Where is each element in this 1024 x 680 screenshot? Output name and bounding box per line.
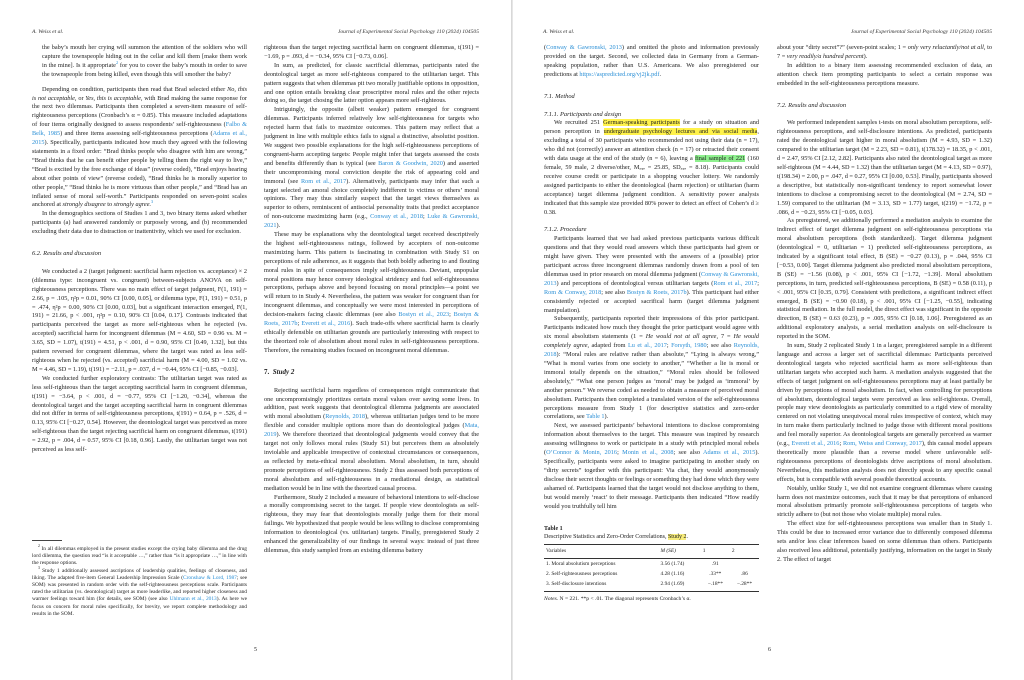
footnote-ref-2[interactable]: 2 [115, 59, 119, 65]
text: ). [604, 413, 609, 421]
table-cell [730, 559, 759, 569]
table-row [544, 569, 759, 579]
text: ; [423, 213, 428, 221]
paragraph [777, 342, 992, 485]
highlight-yellow[interactable]: German-speaking participants [603, 119, 680, 127]
table-cell: .91 [711, 560, 719, 567]
column-header: 2 [730, 545, 759, 559]
text: ; see also [673, 449, 703, 457]
footnote-ref-3[interactable]: 3 [151, 199, 154, 205]
page-number: 5 [254, 647, 257, 653]
running-head-journal: Journal of Experimental Social Psychology 110 (2024) 104505 [337, 29, 479, 35]
text: Subsequently, participants reported their impressions of this prior participant. Participants indicated how much they thought the prior participant would agree with six moral absolutism statements (1 = [544, 315, 759, 341]
text: ). [863, 52, 868, 60]
text: , with Brad making the same response for the next two dilemmas. Participants then completed a seven-item measure of self-righteousness perceptions (Cronbach’s α = 0.85). This measure included adaptations of four items originally designed to assess respondents’ self-righteousness ( [32, 94, 247, 129]
table-cell: 3. Self-disclosure intentions [544, 579, 659, 591]
footnote-3 [32, 565, 247, 618]
text: , or [74, 94, 86, 102]
paragraph: We performed independent samples t-tests on moral absolutism perceptions, self-righteousness perceptions, and self-disclosure intentions. As predicted, participants rated the deontological target higher in moral absolutism (M = 4.93, SD = 1.32) compared to the utilitarian target (M = 2.23, SD = 0.81), t(178.32) = 18.35, p < .001, d = 2.47, 95% CI [2.12, 2.82]. Participants also rated the deontological target as more self-righteous (M = 4.44, SD = 1.32) than the utilitarian target (M = 4.13, SD = 0.97), t(198.34) = 2.00, p = .047, d = 0.27, 95% CI [0.00, 0.53]. Finally, participants showed a descriptive, but statistically non-significant tendency to report somewhat lower intentions to disclose a compromising secret to the deontological (M = 2.74, SD = 1.59) compared to the utilitarian (M = 3.13, SD = 1.77) target, t(219) = −1.72, p = .086, d = −0.23, 95% CI [−0.05, 0.03]. [777, 119, 992, 216]
citation-link[interactable]: Conway & Gawronski, 2013 [544, 270, 759, 287]
text: (160 female, 59 male, 2 diverse/other, Mₐ₉ₑ = 25.85, SDₐ₉ₑ = 8.18). Participants could receive course credit or participate in a shopping voucher lottery. We randomly assigned participants to either the deontological (harm rejection) or utilitarian (harm acceptance) target dilemma judgment condition. A sensitivity power analysis indicated that this sample size provided 80% power to detect an effect of Cohen’s d ≥ 0.38. [544, 155, 759, 216]
table-cell: 3.56 (1.74) [660, 560, 685, 567]
section-heading-7-1-2: 7.1.2. Procedure [544, 226, 587, 234]
paragraph: In the demographics sections of Studies 1 and 3, two binary items asked whether participants (a) had answered randomly or purposely wrong, and (b) recommended excluding their data due to distraction or inattentivity, which we used for exclusion. [32, 210, 247, 236]
citation-link[interactable]: Reynolds, 2018 [325, 413, 366, 421]
text: ; see also [706, 342, 734, 350]
paragraph [264, 106, 479, 231]
citation-link[interactable]: Forsyth, 1980 [671, 342, 707, 350]
paragraph [544, 422, 759, 511]
text: Yes, this is acceptable [85, 94, 141, 102]
citation-link[interactable]: Uhlmann et al., 2013 [169, 596, 217, 603]
text: Descriptive Statistics and Zero-Order Correlations, [544, 534, 668, 541]
text: ; [449, 311, 454, 319]
page-number: 6 [768, 647, 771, 653]
page5-column-right [264, 44, 479, 556]
paragraph: (Conway & Gawronski, 2013) and omitted the photo and information previously provided on the target. Second, we collected data in Germany from a German-speaking population, rather than U.S. Americans. We also preregistered our predictions at https://aspredicted.org/vj2jk.pdf. [544, 44, 759, 78]
page5-column-left [32, 44, 247, 455]
text: ). As here we focus on concern for moral rules specifically, for brevity, we report complete methodology and results in the SOM. [32, 596, 247, 617]
text: ). [276, 222, 281, 230]
text: ), this causal model appears theoretically more plausible than a reverse model where unfavorable self-righteousness perceptions of deontologists drive ascriptions of moral absolutism. Nevertheless, this mediation analysis does not directly speak to any specific causal effects, but is compatible with several possible theoretical accounts. [777, 440, 992, 483]
citation-link[interactable]: Everett et al., 2016 [791, 440, 840, 448]
table-row [544, 559, 759, 569]
citation-link[interactable]: Mata, 2019 [264, 422, 479, 439]
text: ). Specifically, participants indicated how much they agreed with the following statements in a fixed order: “Brad thinks people who disagree with him are wrong,” “Brad thinks that he can benefit other people by telling them the right way to live,” “Brad is excited by the free exchange of ideas” (reverse coded), “Brad enjoys hearing about other points of view” (reverse coded), “Brad thinks he is morally superior to other people,” “Brad thinks he is more virtuous than other people,” and “Brad has an inflated sense of moral self-worth.” Participants responded on seven-point scales anchored at [32, 139, 247, 209]
citation-link[interactable]: Rom et al., 2017 [713, 279, 758, 287]
column-header: M (SE) [659, 545, 701, 559]
paragraph: Furthermore, Study 2 included a measure of behavioral intentions to self-disclose a morally compromising secret to the target. If people view deontologists as self-righteous, they may fear that deontologists morally judge them for their moral failings. We hypothesized that people would be less willing to disclose compromising information to deontological (vs. utilitarian) targets. Finally, preregistered Study 2 enhanced the generalizability of our findings in several ways: instead of just three dilemmas, this study sampled from an existing dilemma battery [264, 493, 479, 554]
text: . [659, 70, 662, 78]
paragraph [544, 315, 759, 422]
text: ). We therefore theorized that deontological judgments would convey that the target not only follows moral rules (Study S1) but perceives them as absolutely inviolable and applicable irrespective of contextual circumstances or consequences, as reflected by meta-ethical moral absolutism. Moral absolutism, in turn, should promote perceptions of self-righteousness. Study 2 thus assessed both perceptions of moral absolutism and self-righteousness in a mediational design, as statistical mediation would be in line with the theorized causal process. [264, 431, 479, 492]
paragraph [32, 86, 247, 211]
table-1 [544, 525, 759, 603]
citation-link[interactable]: Luke & Gawronski, 2021 [264, 213, 479, 230]
text: ; [757, 279, 759, 287]
text: . [686, 534, 688, 541]
footnote-rule [32, 540, 62, 541]
heading-number: 7. [264, 367, 270, 376]
section-heading-7-2: 7.2. Results and discussion [777, 101, 847, 109]
section-heading-study-2 [264, 368, 479, 377]
text: ) and perceptions of deontological versus utilitarian targets ( [556, 279, 714, 287]
table-cell: −.18** [701, 579, 730, 591]
citation-link[interactable]: Reynolds, 2018 [544, 342, 759, 359]
text: These may be explanations why the deontological target received descriptively the highest self-righteousness ratings, followed by accepters of non-outcome maximizing harm. This pattern is fascinating in combination with Study S1 on perceptions of rule adherence, as it suggests that both boldly adhering to and flouting moral rules in spite of consequences imply self-righteousness. Deviant, unpopular moral positions may hence convey ideological stridency and fuel self-righteousness perceptions, perhaps above and beyond focusing on moral principles—a point we will return to in Study 4. Nevertheless, the pattern was weaker for congruent than for incongruent dilemmas, and conceptually we were most interested in perceptions of decision-makers facing classic dilemmas (see also [264, 231, 479, 319]
pdf-page-6 [513, 0, 1024, 680]
text: Intriguingly, the opposite (albeit weaker) pattern emerged for congruent dilemmas. Participants inferred relatively low self-righteousness for targets who rejected harm that fails to maximize outcomes. This pattern may reflect that a judgment in line with multiple ethics fails to signal a distinctive, absolutist position. We suggest two possible explanations for the high self-righteousness perceptions of congruent-harm accepting targets: People might infer that targets assessed the costs and benefits differently than is typical (see [264, 106, 479, 167]
table-cell: 1. Moral absolutism perceptions [546, 560, 616, 567]
paragraph: righteous than the target rejecting sacrificial harm on congruent dilemmas, t(191) = −1.69, p = .093, d = −0.34, 95% CI [−0.73, 0.06]. [264, 44, 479, 60]
column-header: 1 [701, 545, 730, 559]
table-cell: 4.28 (1.16) [660, 570, 685, 577]
table-cell: .86 [741, 570, 748, 577]
running-head-journal: Journal of Experimental Social Psychology 110 (2024) 104505 [850, 29, 992, 35]
paragraph [777, 44, 992, 62]
citation-link[interactable]: Rom, Weiss and Conway, 2017 [842, 440, 922, 448]
table-number: Table 1 [544, 526, 563, 533]
citation-link[interactable]: Everett et al., 2016 [301, 320, 351, 328]
table-header-row [544, 545, 759, 559]
text: to [105, 201, 114, 209]
table-cell: 2.94 (1.69) [659, 579, 701, 591]
text: Rejecting sacrificial harm regardless of consequences might communicate that one uncompromisingly prioritizes certain moral values over saving some lives. In addition, past work suggests that deontological dilemma judgments are associated with moral absolutism ( [264, 386, 479, 421]
footnote-number: 3 [38, 565, 40, 570]
text: Study 1 additionally assessed ascriptions of leadership qualities, feelings of closeness, and liking. The adapted five-item General Leadership Impression Scale ( [32, 567, 247, 581]
text: strongly agree. [113, 201, 152, 209]
table-caption [544, 533, 759, 541]
text: , 7 = [716, 333, 734, 341]
citation-link[interactable]: Falbo & Belk, 1985 [32, 121, 248, 138]
heading-title: Study 2 [272, 367, 295, 376]
table-cell: 2. Self-righteousness perceptions [546, 570, 618, 577]
page6-column-left [544, 44, 759, 603]
text: Depending on condition, participants then read that Brad selected either [42, 85, 228, 93]
text: ): “Moral rules are relative rather than absolute,” “Lying is always wrong,” “What is moral varies from one society to another,” “Whether a lie is moral or immoral totally depends on the situation,” “Moral rules should be followed absolutely,” “What one person judges as ‘moral’ may be judged as ‘immoral’ by another person.” We reverse coded as needed to obtain a measure of perceived moral absolutism. Participants then completed a translated version of the self-righteousness perceptions measure from Study 1 (for descriptive statistics and zero-order correlations, see [544, 351, 759, 421]
text: ). Such trade-offs where sacrificial harm is clearly ethically defensible on utilitarian grounds are particularly interesting with respect to the theorized role of absolutism about moral rules in self-righteousness perceptions. Therefore, the remaining studies focused on incongruent moral dilemmas. [264, 320, 479, 354]
paragraph [264, 231, 479, 356]
paragraph: Notably, unlike Study 1, we did not examine congruent dilemmas where causing harm does not maximize outcomes, such that it may be that perceptions of enhanced moral absolutism primarily promote self-righteousness perceptions of targets who strictly adhere to (but not those who violate multiple) moral rules. [777, 484, 992, 519]
citation-link[interactable]: Adams et al., 2015 [32, 130, 247, 147]
text: ). Specifically, participants were asked to imagine participating in another study on “dirty secrets” together with this participant: Via chat, they would anonymously disclose their secret thoughts or feelings or something they had done which they were ashamed of. Participants learned that the target would not disclose anything to them, but would merely ‘react’ to their message. Participants then indicated “How readily would you truthfully tell him [544, 449, 759, 510]
text: Participants learned that we had asked previous participants various difficult questions and that they would read answers which these participants had given or might have given. They were presented with the answers of a (possible) prior participant across three incongruent dilemmas randomly drawn from a pool of ten dilemmas used in prior research on moral dilemma judgment ( [544, 235, 759, 278]
table-row [544, 579, 759, 591]
text: N = 221. **p < .01. The diagonal represents Cronbach’s α. [558, 595, 691, 602]
table-cell: −.28** [730, 579, 759, 591]
paragraph [264, 387, 479, 494]
citation-link[interactable]: Bostyn & Roets, 2017b [264, 311, 480, 328]
text: ) and asserted their uncompromising moral conviction despite the risk of appearing cold and immoral (see [264, 159, 479, 185]
citation-link[interactable]: Rom & Conway, 2018 [544, 288, 602, 296]
text: We recruited 251 [554, 119, 604, 127]
paragraph: We conducted a 2 (target judgment: sacrificial harm rejection vs. acceptance) × 2 (dilemma type: incongruent vs. congruent) between-subjects ANOVA on self-righteousness perceptions. There was no main effect of target judgment, F(1, 191) = 2.66, p = .105, η²p = 0.01, 90% CI [0.00, 0.05], or dilemma type, F(1, 191) = 0.51, p = .474, η²p = 0.00, 90% CI [0.00, 0.03], but a significant interaction emerged, F(1, 191) = 21.66, p < .001, η²p = 0.10, 90% CI [0.04, 0.17]. Contrasts indicated that participants perceived the target as more self-righteous when he rejected (vs. accepted) sacrificial harm for incongruent dilemmas (M = 4.60, SD = 0.96 vs. M = 3.65, SD = 1.07), t(191) = 4.51, p < .001, d = 0.90, 95% CI [0.49, 1.32], but this pattern reversed for congruent dilemmas, where the target was rated as less self-righteous when he rejected (vs. accepted) sacrificial harm (M = 4.00, SD = 1.02 vs. M = 4.46, SD = 1.19), t(191) = −2.11, p = .037, d = −0.44, 95% CI [−0.85, −0.03]. [32, 267, 247, 373]
text: ) and omitted the photo and information previously provided on the target. Second, we collected data in Germany from a German-speaking population, rather than U.S. Americans. We also preregistered our predictions at [544, 44, 759, 78]
citation-link[interactable]: Conway & Gawronski, 2013 [546, 44, 622, 51]
citation-link[interactable]: Rom et al., 2017 [300, 177, 347, 185]
text: Next, we assessed participants’ behavioral intentions to disclose compromising information about themselves to the target. This measure was inspired by research assessing willingness to work or participate in a study with principled moral rebels ( [544, 422, 759, 457]
column-header: Variables [544, 545, 659, 559]
text: Notes. [544, 595, 559, 602]
running-head-author: A. Weiss et al. [543, 29, 575, 35]
text: No, this is not acceptable [32, 85, 248, 102]
citation-link[interactable]: Lu et al., 2017 [627, 342, 667, 350]
descriptive-statistics-table [544, 544, 759, 591]
citation-link[interactable]: Adams et al., 2015 [702, 449, 756, 457]
text: He would completely agree [544, 333, 759, 350]
text: In all dilemmas employed in the present studies except the crying baby dilemma and the drug lord dilemma, the question read “is it acceptable …,” rather than “is it appropriate …,” in line with the response options. [32, 546, 247, 567]
text: for a study on situation and person perception in [544, 119, 759, 136]
text: , adapted from [587, 342, 628, 350]
citation-link[interactable]: Cronshaw & Lord, 1987 [183, 574, 237, 581]
running-head-author: A. Weiss et al. [32, 29, 64, 35]
quote-text: the baby’s mouth her crying will summon the attention of the soldiers who will capture the townspeople hiding out in the cellar and kill them [make them work in the mine]. Is it appropriate [42, 44, 247, 69]
citation-link[interactable]: O’Connor & Monin, 2016 [546, 449, 618, 457]
table-cell: .33** [709, 570, 722, 577]
text: ; [617, 449, 623, 457]
page6-column-right [777, 44, 992, 565]
section-heading-7-1: 7.1. Method [544, 92, 575, 100]
paragraph [544, 119, 759, 217]
text: ; [666, 342, 672, 350]
highlight-green[interactable]: final sample of 221 [694, 155, 746, 163]
text: ; see also [601, 288, 627, 296]
text: about your “dirty secret”?” (seven-point scales; 1 = [777, 44, 908, 51]
text: ; see SOM) was presented in random order with the self-righteousness perceptions scale. Participants rated the utilitarian (vs. deontological) target as more leaderlike, and reported higher closeness and warmer feelings toward him (for details, see SOM) (see also [32, 574, 247, 603]
preregistration-link[interactable]: https://aspredicted.org/vj2jk.pdf [579, 70, 660, 78]
dilemma-quote [32, 44, 247, 80]
footnotes [32, 540, 247, 618]
text: only very reluctantly/not at all [907, 44, 984, 51]
citation-link[interactable]: Conway et al., 2018 [370, 213, 424, 221]
text: ), whereas utilitarian judges tend to be more flexible and consider multiple options more than do deontological judges ( [264, 413, 479, 430]
paragraph: We conducted further exploratory contrasts: The utilitarian target was rated as less self-righteous than the target accepting sacrificial harm in congruent dilemmas, t(191) = −3.64, p < .001, d = −0.77, 95% CI [−1.20, −0.34], whereas the deontological target and the target accepting sacrificial harm in congruent dilemmas did not differ in terms of self-righteousness perceptions, t(191) = 0.64, p = .526, d = 0.13, 95% CI [−0.27, 0.54]. However, the deontological target was perceived as more self-righteous than the target rejecting sacrificial harm on congruent dilemmas, t(191) = 2.92, p = .004, d = 0.57, 95% CI [0.18, 0.96]. Lastly, the utilitarian target was not perceived as less self- [32, 374, 247, 454]
citation-link[interactable]: Monin et al., 2008 [622, 449, 674, 457]
paragraph: In sum, as predicted, for classic sacrificial dilemmas, participants rated the deontological target as more self-righteous compared to the utilitarian target. This pattern suggests that when dilemmas pit two morally justifiable options in opposition, and one option entails breaking clear proscriptive moral rules and the other rejects doing so, the target chosing the latter option appears more self-righteous. [264, 61, 479, 105]
table-note [544, 595, 759, 604]
paragraph: As preregistered, we additionally performed a mediation analysis to examine the indirect effect of target dilemma judgment on self-righteousness perceptions via moral absolutism perceptions (both standardized). Target dilemma judgment (deontological = 0, utilitarian = 1) predicted self-righteousness perceptions, as indicated by a significant total effect, B (SE) = −0.27 (0.13), p = .044, 95% CI [−0.53, 0.00]. Target dilemma judgment also predicted moral absolutism perceptions, B (SE) = −1.56 (0.08), p < .001, 95% CI [−1.72, −1.39]. Moral absolutism perceptions, in turn, predicted self-righteousness perceptions, B (SE) = 0.58 (0.11), p < .001, 95% CI [0.35, 0.79]. Consistent with predictions, a significant indirect effect emerged, B (SE) = −0.90 (0.18), p < .001, 95% CI [−1.25, −0.55], indicating statistical mediation. In the full model, the direct effect was significant in the opposite direction, B (SE) = 0.63 (0.23), p = .005, 95% CI [0.18, 1.06]. Preregistered as an additional exploratory analysis, a serial mediation analysis on self-disclosure is reported in the SOM. [777, 217, 992, 341]
quote-text-end: for you to cover the baby’s mouth in order to save the townspeople from being killed, even though this will smother the baby? [42, 61, 247, 78]
text: , to 7 = [777, 44, 992, 60]
paragraph: The effect size for self-righteousness perceptions was smaller than in Study 1. This could be due to increased error variance due to differently composed dilemma sets and/or less clear inferences based on some dilemmas than others. Participants also received less additional, potentially justifying, information on the target in Study 2. The effect of target [777, 520, 992, 563]
table-link[interactable]: Table 1 [586, 413, 605, 421]
highlight-yellow[interactable]: Study 2 [667, 534, 687, 541]
citation-link[interactable]: Bostyn et al., 2023 [398, 311, 450, 319]
text: ). This participant had either consistently rejected or accepted sacrifical harm (target dilemma judgment manipulation). [544, 288, 760, 314]
text: , excluding a total of 30 participants who recommended not using their data (n = 17), who did not (correctly) answer an attention check (n = 17) or retracted their consent with data usage at the end of the study (n = 6), leaving a [544, 128, 759, 163]
section-heading-6-2: 6.2. Results and discussion [32, 250, 102, 258]
footnote-number: 2 [38, 544, 40, 549]
text: In sum, Study 2 replicated Study 1 in a larger, preregistered sample in a different language and across a larger set of sacrificial dilemmas: Participants perceived deontological targets who rejected sacrificial harm as more self-righteous than utilitarian targets who accepted such harm. A mediation analysis suggested that the effects of target judgment on self-righteousness perceptions may at least partially be driven by perceptions of moral absolutism. In fact, when controlling for perceptions of absolutism, deontological targets were perceived as less self-righteous. Overall, people may view deontologists as particularly committed to a rigid view of morality centered on not violating unequivocal moral rules irrespective of context, which may in turn make them particularly inclined to judge those with different moral positions and feel morally superior. As deontological targets are generally perceived as warmer (e.g., [777, 342, 992, 448]
section-heading-7-1-1: 7.1.1. Participants and design [544, 110, 622, 118]
citation-link[interactable]: Bostyn & Roets, 2017b [626, 288, 687, 296]
highlight-yellow[interactable]: undergraduate psychology lectures and via social media [603, 128, 758, 136]
text: strongly disagree [62, 201, 106, 209]
text: ) and three items assessing self-righteousness perceptions ( [60, 130, 213, 138]
paragraph [544, 235, 759, 315]
text: ; [839, 440, 843, 448]
paragraph: In addition to a binary item assessing recommended exclusion of data, an attention check item prompting participants to select a certain response was embedded in the self-righteousness perceptions measure. [777, 61, 992, 87]
citation-link[interactable]: Baron & Goodwin, 2020 [378, 159, 443, 167]
text: He would not at all agree [645, 333, 717, 341]
footnote-2 [32, 546, 247, 568]
table-label [544, 525, 759, 533]
text: ). Alternatively, participants may infer that such a target selected an amoral choice completely indifferent to victims or others’ moral opinions. They may thus similarly suspect that the target views themselves as superior to others, reminiscent of antisocial personality traits that predict acceptance of non-outcome maximizing harm (e.g., [264, 177, 479, 221]
text: ; [297, 320, 302, 328]
text: very readily/a hundred percent [786, 52, 864, 60]
